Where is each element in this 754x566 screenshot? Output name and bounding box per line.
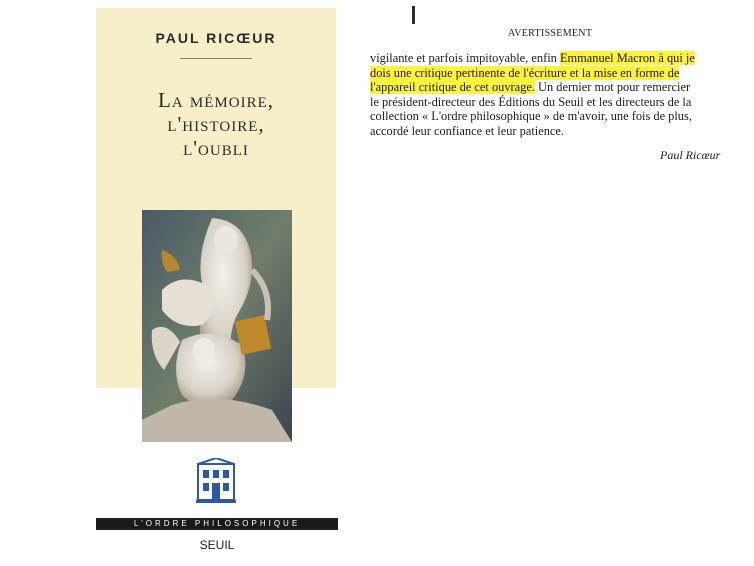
seuil-logo-icon xyxy=(196,458,236,506)
text-line xyxy=(370,95,732,110)
cover-author: PAUL RICŒUR xyxy=(155,30,277,46)
page-header: AVERTISSEMENT xyxy=(508,28,593,39)
page-mark xyxy=(412,6,415,24)
highlighted-text: Emmanuel Macron à qui je xyxy=(559,51,695,65)
collection-banner: L'ORDRE PHILOSOPHIQUE xyxy=(96,518,338,530)
cover-title-line-1: La mémoire, xyxy=(158,88,274,112)
text-segment: accordé leur confiance et leur patience. xyxy=(370,123,564,138)
sculpture-image xyxy=(142,210,292,442)
text-segment: le président-directeur des Éditions du Seuil et les directeurs de la xyxy=(370,94,692,109)
cover-publisher: SEUIL xyxy=(199,538,235,552)
highlighted-text: dois une critique pertinente de l'écriture et la mise en forme de xyxy=(370,65,680,80)
cover-title-line-3: l'oubli xyxy=(183,136,249,160)
text-segment: collection « L'ordre philosophique » de m'avoir, une fois de plus, xyxy=(370,109,692,124)
cover-title-line-2: l'histoire, xyxy=(167,112,265,136)
text-line xyxy=(370,51,732,66)
text-line xyxy=(370,124,732,139)
cover-divider xyxy=(180,58,252,59)
text-line xyxy=(370,80,732,95)
author-signature: Paul Ricœur xyxy=(660,148,721,162)
cover-title xyxy=(96,88,336,160)
highlighted-text: l'appareil critique de cet ouvrage. xyxy=(370,80,535,95)
text-line xyxy=(370,66,732,81)
text-segment: vigilante et parfois impitoyable, enfin xyxy=(370,51,560,65)
text-segment: Un dernier mot pour remercier xyxy=(534,80,691,95)
text-line xyxy=(370,109,732,124)
page-body xyxy=(370,51,732,139)
